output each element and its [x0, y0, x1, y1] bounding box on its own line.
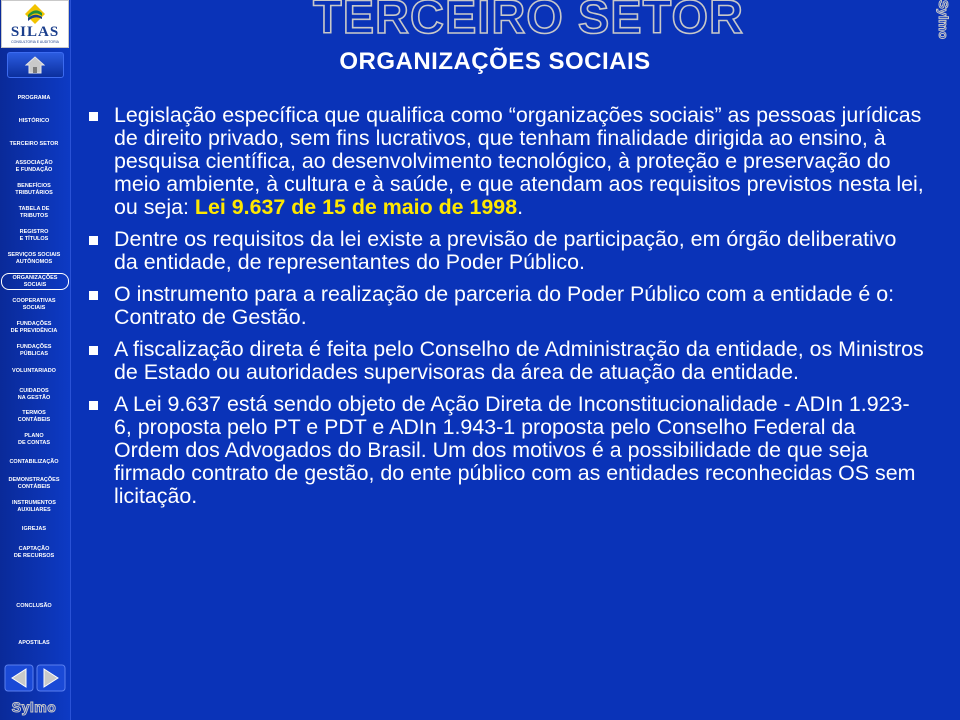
- sidebar-item-contabilizacao[interactable]: CONTABILIZAÇÃO: [9, 459, 59, 465]
- sidebar-item-apostilas[interactable]: APOSTILAS: [18, 640, 50, 646]
- page-title: ORGANIZAÇÕES SOCIAIS: [339, 48, 651, 75]
- sidebar-item-tabela-tributos[interactable]: TABELA DE TRIBUTOS: [18, 206, 50, 219]
- bullet-square-icon: [89, 291, 98, 300]
- bullet-square-icon: [89, 112, 98, 121]
- bullet-item: [84, 338, 924, 384]
- law-highlight: Lei 9.637 de 15 de maio de 1998: [194, 195, 518, 219]
- sidebar-item-beneficios-tributarios[interactable]: BENEFÍCIOS TRIBUTÁRIOS: [15, 183, 53, 196]
- bullet-text: A Lei 9.637 está sendo objeto de Ação Direta de Inconstitucionalidade - ADIn 1.923-6, proposta pelo PT e PDT e ADIn 1.943-1 proposta pelo Conselho Federal da Ordem dos Advogados do Brasil. Um dos motivos é a possibilidade de que seja firmado contrato de gestão, do ente público com as entidades reconhecidas OS sem licitação.: [114, 392, 916, 508]
- sidebar-item-demonstracoes-contabeis[interactable]: DEMONSTRAÇÕES CONTÁBEIS: [8, 477, 60, 490]
- sidebar-item-terceiro-setor[interactable]: TERCEIRO SETOR: [9, 141, 59, 147]
- logo-text: SILAS: [10, 24, 60, 40]
- bullet-item: [84, 228, 924, 274]
- bullet-text: Legislação específica que qualifica como “organizações sociais” as pessoas jurídicas de direito privado, sem fins lucrativos, que tenham finalidade dirigida ao ensino, à pesquisa científica, ao desenvolvimento tecnológico, à proteção e preservação do meio ambiente, à cultura e à saúde, e que atendam aos requisitos previstos nesta lei, ou seja:: [114, 103, 924, 219]
- logo-mark-icon: [24, 3, 46, 25]
- sidebar-item-captacao-recursos[interactable]: CAPTAÇÃO DE RECURSOS: [13, 546, 55, 559]
- bullet-text-tail: .: [517, 195, 524, 219]
- sidebar-item-servicos-sociais[interactable]: SERVIÇOS SOCIAIS AUTÔNOMOS: [7, 252, 61, 265]
- sidebar-item-igrejas[interactable]: IGREJAS: [21, 526, 47, 532]
- sidebar: [0, 0, 71, 720]
- sidebar-item-cooperativas-sociais[interactable]: COOPERATIVAS SOCIAIS: [12, 298, 56, 311]
- company-logo: [1, 0, 69, 48]
- sidebar-item-associacao-fundacao[interactable]: ASSOCIAÇÃO E FUNDAÇÃO: [15, 160, 53, 173]
- sidebar-item-registro-titulos[interactable]: REGISTRO E TÍTULOS: [19, 229, 49, 242]
- bullet-square-icon: [89, 401, 98, 410]
- sylmo-watermark: Sylmo: [11, 699, 57, 715]
- sidebar-item-instrumentos-auxiliares[interactable]: INSTRUMENTOS AUXILIARES: [12, 500, 56, 513]
- sidebar-item-programa[interactable]: PROGRAMA: [17, 95, 51, 101]
- sidebar-item-fundacoes-previdencia[interactable]: FUNDAÇÕES DE PREVIDÊNCIA: [10, 321, 58, 334]
- sidebar-item-organizacoes-sociais[interactable]: ORGANIZAÇÕES SOCIAIS: [1, 273, 69, 290]
- bullet-text: Dentre os requisitos da lei existe a previsão de participação, em órgão deliberativo da entidade, de representantes do Poder Público.: [114, 227, 897, 274]
- bullet-square-icon: [89, 236, 98, 245]
- sidebar-item-termos-contabeis[interactable]: TERMOS CONTÁBEIS: [17, 410, 51, 423]
- logo-tagline: CONSULTORIA E AUDITORIA: [11, 40, 59, 44]
- sidebar-item-plano-contas[interactable]: PLANO DE CONTAS: [18, 433, 50, 446]
- sidebar-item-cuidados-gestao[interactable]: CUIDADOS NA GESTÃO: [17, 388, 51, 401]
- bullet-item: [84, 393, 924, 508]
- sidebar-item-historico[interactable]: HISTÓRICO: [18, 118, 50, 124]
- bullet-item: [84, 283, 924, 329]
- sidebar-item-conclusao[interactable]: CONCLUSÃO: [16, 603, 52, 609]
- bullet-list: [84, 104, 924, 517]
- previous-slide-button[interactable]: [5, 665, 33, 691]
- bullet-text: O instrumento para a realização de parceria do Poder Público com a entidade é o: Contrato de Gestão.: [114, 282, 895, 329]
- bullet-text: A fiscalização direta é feita pelo Conselho de Administração da entidade, os Ministros de Estado ou autoridades supervisoras da área de atuação da entidade.: [114, 337, 924, 384]
- header-title: TERCEIRO SETOR: [313, 0, 744, 43]
- sidebar-item-fundacoes-publicas[interactable]: FUNDAÇÕES PÚBLICAS: [16, 344, 52, 357]
- bullet-item: [84, 104, 924, 219]
- sidebar-item-voluntariado[interactable]: VOLUNTARIADO: [12, 368, 56, 374]
- next-slide-button[interactable]: [37, 665, 65, 691]
- sylmo-watermark-vertical: Sylmo: [936, 0, 951, 40]
- bullet-square-icon: [89, 346, 98, 355]
- navigation-arrows: [4, 664, 66, 692]
